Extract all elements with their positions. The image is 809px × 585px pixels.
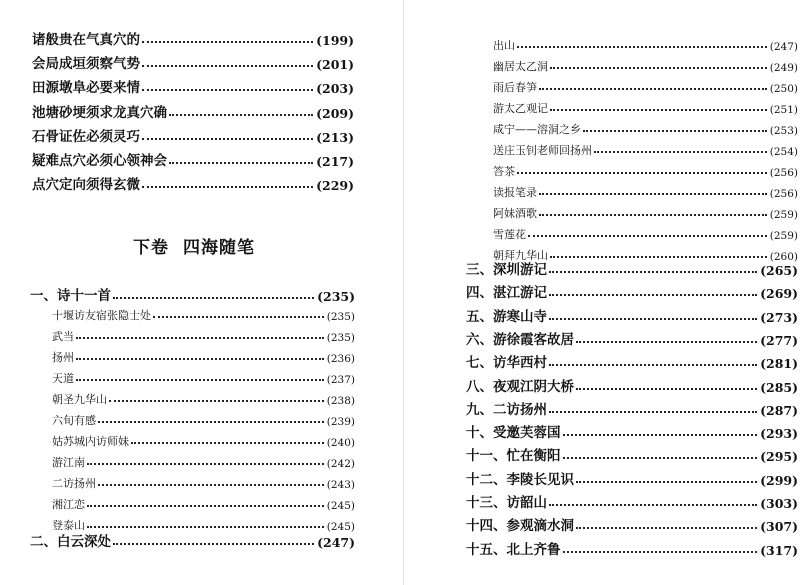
toc-subentry xyxy=(493,122,798,137)
toc-page-number: (281) xyxy=(760,356,798,372)
toc-subentry xyxy=(52,497,355,512)
toc-entry-title: 二、白云深处 xyxy=(30,534,111,550)
dot-leader xyxy=(539,88,767,90)
dot-leader xyxy=(169,114,313,116)
toc-page-number: (260) xyxy=(769,251,798,263)
toc-entry-title: 十五、北上齐鲁 xyxy=(466,541,561,558)
toc-page-number: (277) xyxy=(760,332,798,348)
dot-leader xyxy=(576,481,757,483)
dot-leader xyxy=(169,162,313,164)
dot-leader xyxy=(539,214,767,216)
toc-entry xyxy=(32,175,354,193)
dot-leader xyxy=(76,379,324,381)
toc-page-number: (273) xyxy=(760,309,798,325)
toc-section xyxy=(466,540,798,558)
toc-subentry xyxy=(493,185,798,200)
dot-leader xyxy=(549,364,757,366)
toc-subentry xyxy=(52,350,355,365)
toc-entry-title: 朝拜九华山 xyxy=(493,249,548,262)
toc-page-number: (199) xyxy=(316,33,354,48)
toc-entry-title: 石骨证佐必须灵巧 xyxy=(32,128,140,145)
toc-page-number: (240) xyxy=(326,437,355,449)
toc-entry-title: 天道 xyxy=(52,372,74,385)
toc-section xyxy=(466,330,798,348)
toc-page-number: (256) xyxy=(769,188,798,200)
toc-section xyxy=(30,532,355,550)
dot-leader xyxy=(142,186,313,188)
toc-entry-title: 幽居太乙洞 xyxy=(493,60,548,73)
toc-section xyxy=(466,470,798,488)
toc-subentry xyxy=(493,80,798,95)
toc-page-number: (249) xyxy=(769,62,798,74)
toc-page-number: (247) xyxy=(769,41,798,53)
toc-subentry xyxy=(52,476,355,491)
toc-entry-title: 游江南 xyxy=(52,456,85,469)
toc-section xyxy=(466,307,798,325)
dot-leader xyxy=(87,526,324,528)
toc-entry-title: 十、受邀芙蓉国 xyxy=(466,425,561,442)
toc-page-number: (303) xyxy=(760,496,798,511)
dot-leader xyxy=(142,138,313,140)
toc-entry-title: 九、二访扬州 xyxy=(466,401,547,418)
toc-entry xyxy=(32,30,354,48)
toc-page-number: (235) xyxy=(326,332,355,344)
toc-page-number: (213) xyxy=(316,129,354,145)
toc-page-number: (269) xyxy=(760,286,798,302)
toc-subentry xyxy=(493,59,798,74)
toc-entry-title: 田源墩阜必要来情 xyxy=(32,80,140,97)
toc-entry-title: 一、诗十一首 xyxy=(30,288,111,304)
toc-section xyxy=(466,400,798,418)
toc-subentry xyxy=(493,164,798,179)
toc-entry-title: 十堰访友宿张隐士处 xyxy=(52,309,151,322)
toc-entry-title: 雨后春笋 xyxy=(493,81,537,94)
toc-page-number: (265) xyxy=(760,263,798,278)
toc-page-number: (243) xyxy=(326,479,355,491)
toc-entry-title: 送庄玉钊老师回扬州 xyxy=(493,144,592,157)
toc-page-number: (254) xyxy=(769,146,798,158)
toc-entry-title: 游太乙观记 xyxy=(493,102,548,115)
toc-page-number: (285) xyxy=(760,379,798,395)
toc-entry-title: 诸般贵在气真穴的 xyxy=(32,32,140,48)
toc-page-number: (235) xyxy=(317,289,355,304)
left-page xyxy=(0,0,404,585)
toc-entry-title: 咸宁——溶洞之乡 xyxy=(493,123,581,136)
toc-subentry xyxy=(52,392,355,407)
toc-page-number: (287) xyxy=(760,402,798,418)
part-heading xyxy=(133,233,255,258)
toc-entry-title: 答茶 xyxy=(493,165,515,178)
toc-page-number: (209) xyxy=(316,105,354,121)
dot-leader xyxy=(153,316,324,318)
dot-leader xyxy=(517,172,767,174)
toc-subentry xyxy=(493,206,798,221)
dot-leader xyxy=(76,337,324,339)
toc-entry xyxy=(32,78,354,96)
toc-page-number: (237) xyxy=(326,374,355,386)
toc-entry-title: 出山 xyxy=(493,39,515,52)
toc-entry-title: 三、深圳游记 xyxy=(466,262,547,278)
toc-page-number: (239) xyxy=(326,416,355,428)
toc-subentry xyxy=(493,38,798,53)
toc-page-number: (307) xyxy=(760,519,798,535)
toc-page-number: (295) xyxy=(760,449,798,465)
toc-entry-title: 二访扬州 xyxy=(52,477,96,490)
dot-leader xyxy=(576,527,757,529)
toc-page-number: (299) xyxy=(760,472,798,488)
toc-subentry xyxy=(52,434,355,449)
toc-page-number: (245) xyxy=(326,500,355,512)
toc-page-number: (242) xyxy=(326,458,355,470)
toc-page-number: (201) xyxy=(316,57,354,73)
toc-page-number: (203) xyxy=(316,81,354,97)
toc-entry-title: 七、访华西村 xyxy=(466,355,547,372)
dot-leader xyxy=(113,543,314,545)
toc-page-number: (245) xyxy=(326,521,355,533)
toc-entry-title: 疑难点穴必须心领神会 xyxy=(32,153,167,169)
dot-leader xyxy=(550,67,767,69)
toc-entry xyxy=(32,54,354,72)
toc-entry-title: 十一、忙在衡阳 xyxy=(466,448,561,465)
toc-entry-title: 八、夜观江阴大桥 xyxy=(466,378,574,395)
dot-leader xyxy=(549,271,757,273)
dot-leader xyxy=(549,294,757,296)
dot-leader xyxy=(550,256,767,258)
toc-page-number: (293) xyxy=(760,426,798,442)
dot-leader xyxy=(563,457,758,459)
dot-leader xyxy=(98,421,324,423)
toc-subentry xyxy=(52,455,355,470)
dot-leader xyxy=(549,504,757,506)
toc-page-number: (317) xyxy=(760,542,798,558)
toc-entry-title: 六、游徐霞客故居 xyxy=(466,331,574,348)
toc-entry-title: 登泰山 xyxy=(52,519,85,532)
toc-entry-title: 四、湛江游记 xyxy=(466,285,547,302)
toc-section xyxy=(466,283,798,301)
dot-leader xyxy=(549,411,757,413)
toc-subentry xyxy=(52,329,355,344)
toc-page-number: (247) xyxy=(317,535,355,550)
dot-leader xyxy=(142,41,313,43)
toc-entry-title: 读报笔录 xyxy=(493,186,537,199)
toc-page-number: (253) xyxy=(769,125,798,137)
toc-page-number: (229) xyxy=(316,178,354,194)
toc-page-number: (259) xyxy=(769,209,798,221)
dot-leader xyxy=(576,388,757,390)
dot-leader xyxy=(113,297,314,299)
toc-section xyxy=(466,353,798,371)
dot-leader xyxy=(98,484,324,486)
toc-section xyxy=(466,423,798,441)
toc-entry-title: 朝圣九华山 xyxy=(52,393,107,406)
dot-leader xyxy=(131,442,324,444)
dot-leader xyxy=(142,65,313,67)
dot-leader xyxy=(76,358,324,360)
toc-subentry xyxy=(493,101,798,116)
dot-leader xyxy=(539,193,767,195)
toc-subentry xyxy=(493,227,798,242)
toc-subentry xyxy=(52,413,355,428)
toc-section xyxy=(466,516,798,534)
right-page xyxy=(404,0,809,585)
toc-entry-title: 五、游寒山寺 xyxy=(466,308,547,325)
dot-leader xyxy=(550,109,767,111)
dot-leader xyxy=(563,434,758,436)
toc-page-number: (217) xyxy=(316,154,354,169)
toc-entry-title: 湘江恋 xyxy=(52,498,85,511)
toc-subentry xyxy=(52,308,355,323)
toc-page-number: (238) xyxy=(326,395,355,407)
toc-page-number: (259) xyxy=(769,230,798,242)
toc-page-number: (235) xyxy=(326,311,355,323)
dot-leader xyxy=(517,46,767,48)
toc-section xyxy=(466,493,798,511)
toc-page-number: (251) xyxy=(769,104,798,116)
dot-leader xyxy=(594,151,767,153)
toc-entry-title: 点穴定向须得玄微 xyxy=(32,177,140,194)
dot-leader xyxy=(563,551,758,553)
dot-leader xyxy=(576,341,757,343)
dot-leader xyxy=(109,400,324,402)
dot-leader xyxy=(583,130,767,132)
toc-entry xyxy=(32,127,354,145)
toc-page-number: (250) xyxy=(769,83,798,95)
dot-leader xyxy=(142,89,313,91)
toc-section xyxy=(30,286,355,304)
toc-entry-title: 会局成垣须察气势 xyxy=(32,56,140,73)
toc-page-number: (236) xyxy=(326,353,355,365)
toc-entry-title: 六旬有感 xyxy=(52,414,96,427)
toc-subentry xyxy=(52,371,355,386)
dot-leader xyxy=(87,463,324,465)
dot-leader xyxy=(549,318,757,320)
dot-leader xyxy=(87,505,324,507)
toc-section xyxy=(466,446,798,464)
toc-entry xyxy=(32,151,354,169)
toc-entry-title: 武当 xyxy=(52,330,74,343)
toc-page-number: (256) xyxy=(769,167,798,179)
toc-section xyxy=(466,260,798,278)
toc-entry-title: 池塘砂埂须求龙真穴确 xyxy=(32,104,167,121)
dot-leader xyxy=(528,235,767,237)
toc-entry-title: 姑苏城内访师妹 xyxy=(52,435,129,448)
toc-entry-title: 十四、参观滴水洞 xyxy=(466,518,574,535)
part-title: 四海随笔 xyxy=(183,238,255,258)
toc-subentry xyxy=(493,143,798,158)
toc-section xyxy=(466,377,798,395)
volume-label: 下卷 xyxy=(133,238,169,258)
toc-entry-title: 十三、访韶山 xyxy=(466,495,547,511)
toc-entry-title: 阿妹酒歌 xyxy=(493,207,537,220)
toc-entry-title: 雪莲花 xyxy=(493,228,526,241)
toc-entry xyxy=(32,103,354,121)
toc-entry-title: 十二、李陵长见识 xyxy=(466,471,574,488)
toc-entry-title: 扬州 xyxy=(52,351,74,364)
